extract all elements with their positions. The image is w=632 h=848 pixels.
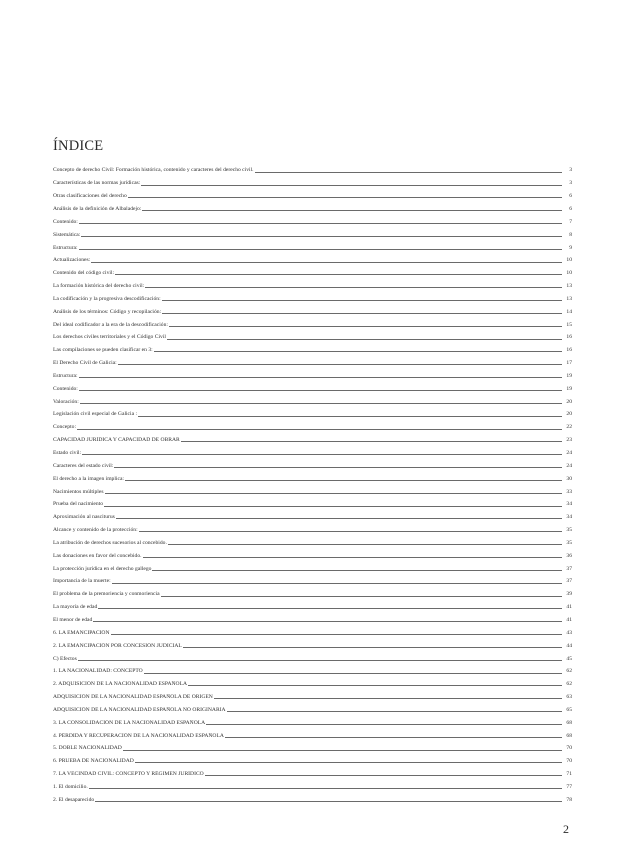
- toc-leader-line: [142, 210, 562, 211]
- toc-entry-title: El problema de la premoriencia y conmoriencia: [53, 591, 160, 598]
- toc-entry[interactable]: [53, 251, 572, 264]
- toc-entry-title: Caracteres del estado civil:: [53, 462, 114, 469]
- toc-leader-line: [78, 660, 562, 661]
- toc-entry[interactable]: [53, 700, 572, 713]
- toc-entry-page: 39: [566, 591, 572, 598]
- toc-entry-title: Sistemática:: [53, 231, 81, 238]
- toc-entry-page: 62: [566, 681, 572, 688]
- toc-entry-page: 13: [566, 283, 572, 290]
- toc-entry-page: 68: [566, 719, 572, 726]
- toc-entry-title: ADQUISICIÓN DE LA NACIONALIDAD ESPAÑOLA DE ORIGEN: [53, 694, 213, 701]
- toc-leader-line: [227, 711, 562, 712]
- toc-leader-line: [161, 596, 562, 597]
- toc-entry-title: CAPACIDAD JURÍDICA Y CAPACIDAD DE OBRAR: [53, 437, 180, 444]
- toc-entry-title: 7. LA VECINDAD CIVIL: CONCEPTO Y RÉGIMEN JURÍDICO: [53, 771, 204, 778]
- toc-entry-title: La formación histórica del derecho civil:: [53, 283, 145, 290]
- toc-entry[interactable]: [53, 367, 572, 380]
- toc-entry[interactable]: [53, 264, 572, 277]
- toc-entry[interactable]: [53, 598, 572, 611]
- toc-entry-page: 30: [566, 475, 572, 482]
- toc-leader-line: [188, 685, 562, 686]
- toc-leader-line: [138, 416, 562, 417]
- toc-entry[interactable]: [53, 623, 572, 636]
- toc-entry[interactable]: [53, 611, 572, 624]
- toc-entry-page: 6: [569, 193, 572, 200]
- toc-entry[interactable]: [53, 752, 572, 765]
- toc-leader-line: [162, 300, 562, 301]
- toc-entry-title: 1. El domicilio.: [53, 783, 88, 790]
- toc-entry-title: 2. ADQUISICIÓN DE LA NACIONALIDAD ESPAÑOLA: [53, 681, 188, 688]
- toc-entry[interactable]: [53, 418, 572, 431]
- toc-entry-page: 6: [569, 205, 572, 212]
- toc-entry[interactable]: [53, 469, 572, 482]
- toc-leader-line: [79, 249, 562, 250]
- toc-entry-title: Concepto:: [53, 424, 76, 431]
- toc-entry[interactable]: [53, 187, 572, 200]
- toc-entry-page: 78: [566, 796, 572, 803]
- toc-leader-line: [135, 762, 562, 763]
- toc-entry-title: 2. LA EMANCIPACIÓN POR CONCESIÓN JUDICIAL: [53, 642, 182, 649]
- toc-leader-line: [162, 313, 562, 314]
- toc-entry-title: 4. PÉRDIDA Y RECUPERACIÓN DE LA NACIONALIDAD ESPAÑOLA: [53, 732, 224, 739]
- toc-leader-line: [116, 518, 562, 519]
- table-of-contents: [53, 161, 572, 803]
- toc-entry[interactable]: [53, 482, 572, 495]
- toc-leader-line: [114, 467, 562, 468]
- toc-entry[interactable]: [53, 559, 572, 572]
- toc-leader-line: [82, 454, 562, 455]
- toc-entry-title: Contenido:: [53, 218, 78, 225]
- toc-entry-page: 35: [566, 539, 572, 546]
- toc-leader-line: [105, 493, 563, 494]
- toc-entry-page: 8: [569, 231, 572, 238]
- toc-entry-title: La protección jurídica en el derecho gallego: [53, 565, 152, 572]
- toc-entry[interactable]: [53, 431, 572, 444]
- toc-leader-line: [77, 429, 562, 430]
- toc-entry-page: 70: [566, 758, 572, 765]
- toc-leader-line: [79, 223, 562, 224]
- toc-leader-line: [145, 287, 562, 288]
- toc-entry-title: La codificación y la progresiva descodificación:: [53, 295, 161, 302]
- toc-entry-page: 24: [566, 450, 572, 456]
- toc-entry-page: 44: [566, 642, 572, 649]
- toc-entry-page: 77: [566, 783, 572, 790]
- toc-entry-page: 13: [566, 295, 572, 302]
- toc-entry-title: Características de las normas jurídicas:: [53, 180, 141, 187]
- toc-entry-page: 63: [566, 694, 572, 701]
- toc-entry-page: 16: [566, 347, 572, 354]
- toc-entry-title: Actualizaciones:: [53, 257, 91, 264]
- toc-entry-title: Estado civil:: [53, 450, 82, 456]
- toc-entry[interactable]: [53, 354, 572, 367]
- toc-entry-title: Las compilaciones se pueden clasificar en 3:: [53, 347, 153, 354]
- toc-entry-title: Las donaciones en favor del concebido.: [53, 552, 142, 559]
- toc-entry-page: 20: [566, 411, 572, 418]
- toc-entry-page: 34: [566, 514, 572, 521]
- toc-leader-line: [79, 390, 562, 391]
- toc-entry[interactable]: [53, 341, 572, 354]
- toc-entry[interactable]: [53, 174, 572, 187]
- toc-entry-title: 5. DOBLE NACIONALIDAD: [53, 745, 122, 752]
- page-number: 2: [563, 822, 569, 836]
- page-title: ÍNDICE: [53, 138, 104, 154]
- toc-leader-line: [181, 441, 562, 442]
- toc-entry-page: 36: [566, 552, 572, 559]
- toc-entry-page: 3: [569, 180, 572, 187]
- toc-entry-title: Prueba del nacimiento: [53, 501, 104, 508]
- toc-entry[interactable]: [53, 521, 572, 534]
- toc-entry-page: 62: [566, 668, 572, 675]
- toc-entry-title: El Derecho Civil de Galicia:: [53, 360, 117, 367]
- toc-leader-line: [152, 570, 562, 571]
- toc-entry[interactable]: [53, 161, 572, 174]
- toc-entry-title: Estructura:: [53, 244, 78, 251]
- toc-entry-page: 37: [566, 578, 572, 585]
- toc-leader-line: [91, 262, 562, 263]
- toc-entry-title: Legislación civil especial de Galicia :: [53, 411, 138, 418]
- toc-entry[interactable]: [53, 649, 572, 662]
- toc-leader-line: [93, 621, 562, 622]
- toc-leader-line: [128, 197, 562, 198]
- toc-entry-title: Estructura:: [53, 372, 78, 379]
- toc-entry-page: 14: [566, 308, 572, 315]
- toc-entry[interactable]: [53, 585, 572, 598]
- toc-leader-line: [167, 339, 562, 340]
- toc-leader-line: [169, 326, 562, 327]
- toc-leader-line: [143, 557, 562, 558]
- toc-entry-page: 33: [566, 488, 572, 495]
- toc-entry-page: 7: [569, 218, 572, 225]
- toc-leader-line: [123, 750, 562, 751]
- toc-entry[interactable]: [53, 495, 572, 508]
- toc-entry-page: 16: [566, 334, 572, 341]
- toc-entry-title: Otras clasificaciones del derecho: [53, 193, 127, 200]
- toc-leader-line: [95, 801, 562, 802]
- toc-entry-page: 3: [569, 167, 572, 174]
- toc-entry[interactable]: [53, 212, 572, 225]
- toc-entry[interactable]: [53, 302, 572, 315]
- toc-entry[interactable]: [53, 225, 572, 238]
- toc-entry-page: 41: [566, 616, 572, 623]
- toc-leader-line: [125, 480, 562, 481]
- toc-leader-line: [183, 647, 562, 648]
- toc-entry[interactable]: [53, 790, 572, 803]
- toc-entry[interactable]: [53, 765, 572, 778]
- toc-entry-title: ADQUISICIÓN DE LA NACIONALIDAD ESPAÑOLA NO ORIGINARIA: [53, 706, 226, 713]
- toc-entry-page: 24: [566, 462, 572, 469]
- toc-leader-line: [98, 608, 562, 609]
- toc-leader-line: [141, 185, 562, 186]
- toc-entry-page: 19: [566, 385, 572, 392]
- toc-entry-title: Alcance y contenido de la protección:: [53, 527, 138, 534]
- toc-leader-line: [205, 775, 562, 776]
- toc-entry-page: 65: [566, 706, 572, 713]
- toc-entry[interactable]: [53, 533, 572, 546]
- toc-entry-page: 9: [569, 244, 572, 251]
- toc-entry-title: La atribución de derechos sucesorios al concebido.: [53, 539, 167, 546]
- toc-entry[interactable]: [53, 200, 572, 213]
- toc-leader-line: [255, 172, 562, 173]
- toc-entry[interactable]: [53, 778, 572, 791]
- toc-leader-line: [79, 377, 562, 378]
- toc-entry[interactable]: [53, 392, 572, 405]
- toc-entry-title: Aproximación al nasciturus: [53, 514, 115, 521]
- toc-entry-page: 35: [566, 527, 572, 534]
- toc-entry-title: 2. El desaparecido: [53, 796, 95, 803]
- toc-entry-title: La mayoría de edad: [53, 604, 98, 611]
- toc-entry-title: 3. LA CONSOLIDACIÓN DE LA NACIONALIDAD ESPAÑOLA: [53, 719, 206, 726]
- toc-entry[interactable]: [53, 405, 572, 418]
- toc-entry-title: Concepto de derecho Civil: Formación histórica, contenido y caracteres del derecho civil.: [53, 167, 254, 174]
- toc-leader-line: [225, 737, 562, 738]
- toc-entry-title: Del ideal codificador a la era de la descodificación:: [53, 321, 168, 328]
- toc-entry-title: El derecho a la imagen implica:: [53, 475, 124, 482]
- toc-entry-title: Importancia de la muerte:: [53, 578, 111, 585]
- toc-entry-page: 43: [566, 629, 572, 636]
- toc-leader-line: [81, 236, 562, 237]
- toc-entry-page: 15: [566, 321, 572, 328]
- toc-entry[interactable]: [53, 315, 572, 328]
- toc-entry[interactable]: [53, 572, 572, 585]
- toc-leader-line: [214, 698, 562, 699]
- toc-entry[interactable]: [53, 238, 572, 251]
- toc-entry-title: 6. PRUEBA DE NACIONALIDAD: [53, 758, 134, 765]
- toc-leader-line: [112, 583, 562, 584]
- toc-entry[interactable]: [53, 508, 572, 521]
- toc-entry-page: 20: [566, 398, 572, 405]
- toc-entry[interactable]: [53, 662, 572, 675]
- toc-entry[interactable]: [53, 726, 572, 739]
- toc-leader-line: [111, 634, 562, 635]
- toc-entry-page: 41: [566, 604, 572, 611]
- toc-entry[interactable]: [53, 444, 572, 457]
- toc-entry[interactable]: [53, 456, 572, 469]
- toc-entry-title: Los derechos civiles territoriales y el Código Civil: [53, 334, 166, 341]
- toc-entry-page: 17: [566, 360, 572, 367]
- toc-entry[interactable]: [53, 289, 572, 302]
- toc-entry[interactable]: [53, 328, 572, 341]
- toc-entry-page: 23: [566, 437, 572, 444]
- toc-entry-page: 37: [566, 565, 572, 572]
- toc-entry[interactable]: [53, 675, 572, 688]
- toc-leader-line: [89, 788, 562, 789]
- toc-entry-page: 19: [566, 372, 572, 379]
- toc-leader-line: [144, 673, 562, 674]
- toc-leader-line: [80, 403, 562, 404]
- toc-entry[interactable]: [53, 277, 572, 290]
- toc-entry[interactable]: [53, 379, 572, 392]
- toc-entry-title: 6. LA EMANCIPACIÓN: [53, 629, 110, 636]
- toc-leader-line: [104, 506, 562, 507]
- toc-entry-page: 10: [566, 270, 572, 277]
- toc-entry-title: El menor de edad: [53, 616, 93, 623]
- toc-entry[interactable]: [53, 688, 572, 701]
- toc-leader-line: [168, 544, 562, 545]
- toc-leader-line: [115, 274, 562, 275]
- toc-entry-title: Análisis de los términos: Código y recopilación:: [53, 308, 162, 315]
- toc-leader-line: [139, 531, 562, 532]
- toc-entry-page: 10: [566, 257, 572, 264]
- toc-entry-title: Contenido del código civil:: [53, 270, 115, 277]
- toc-entry-title: Valoración:: [53, 398, 79, 405]
- toc-entry[interactable]: [53, 546, 572, 559]
- toc-leader-line: [206, 724, 562, 725]
- toc-entry-title: Contenido:: [53, 385, 78, 392]
- toc-entry[interactable]: [53, 636, 572, 649]
- toc-entry-title: C) Efectos: [53, 655, 77, 662]
- toc-leader-line: [118, 364, 562, 365]
- toc-entry-page: 34: [566, 501, 572, 508]
- toc-entry-title: Nacimientos múltiples: [53, 488, 104, 495]
- toc-entry-page: 45: [566, 655, 572, 662]
- toc-entry-page: 71: [566, 771, 572, 778]
- toc-entry-page: 68: [566, 732, 572, 739]
- toc-entry[interactable]: [53, 713, 572, 726]
- toc-entry-page: 22: [566, 424, 572, 431]
- toc-entry-title: 1. LA NACIONALIDAD: CONCEPTO: [53, 668, 143, 675]
- toc-entry[interactable]: [53, 739, 572, 752]
- toc-entry-page: 70: [566, 745, 572, 752]
- toc-leader-line: [154, 351, 562, 352]
- toc-entry-title: Análisis de la definición de Albaladejo:: [53, 205, 142, 212]
